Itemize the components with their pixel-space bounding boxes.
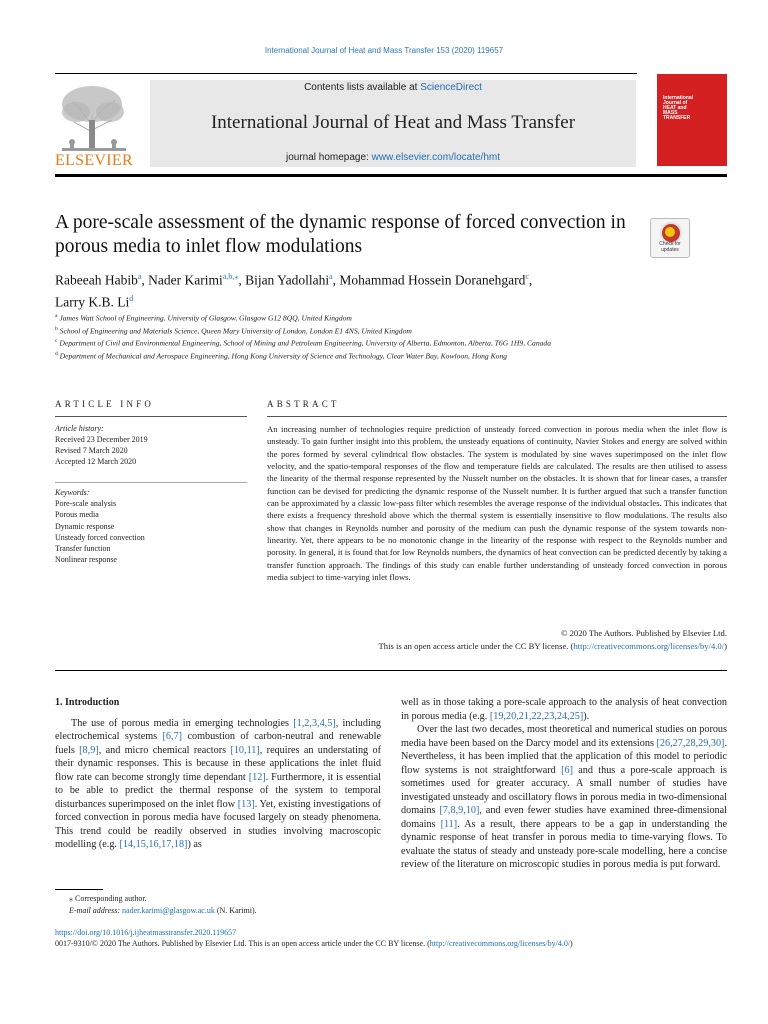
keyword-item: Dynamic response <box>55 521 115 531</box>
author-affil-sup[interactable]: c <box>525 272 529 281</box>
author-name[interactable]: Larry K.B. Li <box>55 294 130 309</box>
email-note: E-mail address: nader.karimi@glasgow.ac.uk (N. Karimi). <box>69 906 257 915</box>
keywords-label: Keywords: <box>55 488 90 497</box>
citation-link[interactable]: [11] <box>440 818 458 830</box>
citation-link[interactable]: [26,27,28,29,30] <box>656 737 725 749</box>
intro-paragraph: The use of porous media in emerging technologies [1,2,3,4,5], including electrochemical systems [6,7] combustion of carbon-neutral and renewable fuels [8,9], and micro chemical reactors [10,11], requires an understating of their dynamic responses. This is because in these applications the inlet fluid flow rate can become strongly time dependant [12]. Furthermore, it is essential to be able to predict the thermal response of the system to temporal disturbances superimposed on the inlet flow [13]. Yet, existing investigations of forced convection in porous media have focused largely on steady phenomena. This trend could be readily observed in studies involving macroscopic modelling (e.g. [14,15,16,17,18]) as <box>55 717 382 850</box>
citation-link[interactable]: [6] <box>561 764 573 776</box>
affiliation-item: $^c$ Department of Civil and Environmental Engineering, School of Mining and Petroleum Engineering, University of Alberta, Edmonton, Alberta, T6G 1H9, Canada <box>55 338 552 348</box>
cover-title: International Journal of HEAT and MASS TRANSFER <box>663 95 694 121</box>
affiliation-item: $^d$ Department of Mechanical and Aerospace Engineering, Hong Kong University of Science and Technology, Clear Water Bay, Kowloon, Hong Kong <box>55 350 508 361</box>
article-title: A pore-scale assessment of the dynamic response of forced convection in porous media to inlet flow modulations <box>55 212 626 257</box>
keyword-item: Transfer function <box>55 544 111 554</box>
citation-link[interactable]: [14,15,16,17,18] <box>119 839 188 850</box>
author-affil-sup[interactable]: a <box>329 272 333 281</box>
check-updates-icon-inner <box>665 227 675 237</box>
author-name[interactable]: Nader Karimi <box>148 272 223 288</box>
citation-link[interactable]: [13] <box>237 798 255 810</box>
citation-link[interactable]: [8,9] <box>79 744 99 756</box>
abstract-rule <box>267 416 727 417</box>
issn-line: 0017-9310/© 2020 The Authors. Published by Elsevier Ltd. This is an open access article under the CC BY license. (http://creativecommons.org/licenses/by/4.0/) <box>55 939 573 948</box>
email-link[interactable]: nader.karimi@glasgow.ac.uk <box>122 906 215 915</box>
check-updates-label: Check for updates <box>659 241 681 253</box>
check-for-updates-button[interactable] <box>650 218 690 258</box>
abstract-heading: ABSTRACT <box>267 399 340 409</box>
history-item: Received 23 December 2019 <box>55 435 148 444</box>
author-affil-sup[interactable]: d <box>129 293 134 303</box>
citation-link[interactable]: [19,20,21,22,23,24,25] <box>489 710 584 722</box>
author-name[interactable]: Rabeeah Habib <box>55 272 138 288</box>
citation-link[interactable]: [7,8,9,10] <box>439 805 480 816</box>
elsevier-wordmark: ELSEVIER <box>55 152 133 169</box>
article-info-rule <box>55 416 247 417</box>
abstract-text: An increasing number of technologies require prediction of unsteady forced convection in porous media when the inlet flow is unsteady. To gain further insight into this problem, the unsteady equations of continuity, Navier Stokes and energy are solved within the pores formed by several cylindrical flow obstacles. The system is modulated by sine waves superimposed on the inlet flow velocity, and the spatio-temporal responses of the flow and temperature fields are calculated. The results are then utilised to assess the linearity of the thermal response represented by the Nusselt number on the obstacles. It is shown that for linear cases, a transfer function can be devised for predicting the dynamic response of the Nusselt number. It is further argued that such a transfer function can be approximated by a classic low-pass filter which resembles the average response of the individual obstacles. This indicates that there exists a frequency threshold above which the thermal system is essentially insensitive to flow modulations. The results also show that changes in Reynolds number and porosity of the medium can push the dynamic response of the system towards non-linearity. Yet, there appears to be no monotonic change in the linearity of the response with respect to the Reynolds number and porosity. In general, it is found that for low Reynolds numbers, the dynamics of heat convection can be predicted decently by taking a transfer function approach. The findings of this study can enable further understanding of unsteady forced convection in porous media subject to time-varying inlet flows. <box>267 424 727 583</box>
affiliation-item: $^b$ School of Engineering and Materials Science, Queen Mary University of London, London E1 4NS, United Kingdom <box>55 325 412 336</box>
citation-link[interactable]: [6,7] <box>162 731 183 742</box>
license-line: This is an open access article under the CC BY license. (http://creativecommons.org/licenses/by/4.0/) <box>378 641 727 651</box>
homepage-prefix: journal homepage: <box>285 152 372 163</box>
author-name[interactable]: Mohammad Hossein Doranehgard <box>339 272 526 288</box>
author-affil-sup[interactable]: a,b,⁎ <box>222 272 239 281</box>
corresponding-author-note: ⁎ Corresponding author. <box>69 894 147 903</box>
homepage-line <box>150 152 636 163</box>
author-affil-sup[interactable]: a <box>137 272 142 281</box>
intro-paragraph: Over the last two decades, most theoretical and numerical studies on porous media have been based on the Darcy model and its extensions [26,27,28,29,30]. Nevertheless, it has been implied that the application of this model to periodic flow systems is not straightforward [6] and thus a pore-scale approach is sometimes used for greater accuracy. A small number of studies have investigated unsteady and oscillatory flows in porous media in two-dimensional domains [7,8,9,10], and even fewer studies have examined three-dimensional domains [11]. As a result, there appears to be a gap in understanding the dynamic response of heat transfer in porous media to time-varying flows. To evaluate the status of steady and unsteady pore-scale modelling, here a concise review of the literature on microscopic studies in porous media is put forward. <box>401 724 728 870</box>
keyword-item: Unsteady forced convection <box>55 532 145 542</box>
history-label: Article history: <box>55 424 104 433</box>
introduction-heading: 1. Introduction <box>55 697 120 708</box>
affiliations <box>55 311 635 361</box>
article-history <box>55 423 247 467</box>
affiliation-item: $^a$ James Watt School of Engineering, University of Glasgow, Glasgow G12 8QQ, United Kingdom <box>55 313 352 323</box>
journal-name: International Journal of Heat and Mass Transfer <box>210 112 576 133</box>
history-rule <box>55 482 247 483</box>
copyright-line: © 2020 The Authors. Published by Elsevier Ltd. <box>560 628 727 638</box>
history-item: Revised 7 March 2020 <box>55 446 128 455</box>
keyword-item: Nonlinear response <box>55 555 117 565</box>
body-right-column <box>401 696 727 872</box>
citation-link[interactable]: [12] <box>248 771 266 783</box>
masthead-bottom-rule <box>55 174 727 177</box>
journal-homepage-link[interactable]: www.elsevier.com/locate/hmt <box>371 152 500 163</box>
body-rule <box>55 670 727 671</box>
history-item: Accepted 12 March 2020 <box>55 457 137 466</box>
cc-license-link[interactable]: http://creativecommons.org/licenses/by/4.0/ <box>573 641 725 651</box>
citation-link[interactable]: [1,2,3,4,5] <box>293 717 336 729</box>
masthead-top-rule <box>55 73 637 74</box>
body-left-column <box>55 696 381 852</box>
cc-license-footer-link[interactable]: http://creativecommons.org/licenses/by/4.0/ <box>429 939 571 948</box>
citation-link[interactable]: [10,11] <box>230 744 260 756</box>
author-name[interactable]: Bijan Yadollahi <box>245 272 330 288</box>
abstract-copyright <box>267 627 727 653</box>
footnote-rule <box>55 889 103 890</box>
keyword-item: Pore-scale analysis <box>55 499 117 509</box>
sciencedirect-link[interactable]: ScienceDirect <box>420 82 482 93</box>
contents-prefix: Contents lists available at <box>304 82 421 93</box>
journal-cover-image[interactable] <box>657 74 727 166</box>
article-info-heading: ARTICLE INFO <box>55 399 155 409</box>
journal-citation-link[interactable]: International Journal of Heat and Mass Transfer 153 (2020) 119657 <box>264 46 504 55</box>
keyword-item: Porous media <box>55 510 99 520</box>
intro-paragraph-continued: well as in those taking a pore-scale approach to the analysis of heat convection in porous media (e.g. [19,20,21,22,23,24,25]). <box>401 697 727 722</box>
author-list: Rabeeah Habib$^a$, Nader Karimi$^{a,b,⁎}$, Bijan Yadollahi$^a$, Mohammad Hossein Doranehgard$^c$, Larry K.B. Li$^d$ <box>55 272 533 309</box>
doi-link[interactable]: https://doi.org/10.1016/j.ijheatmasstransfer.2020.119657 <box>55 928 237 937</box>
footnotes <box>55 893 385 917</box>
keywords <box>55 487 247 565</box>
contents-line <box>150 82 636 93</box>
